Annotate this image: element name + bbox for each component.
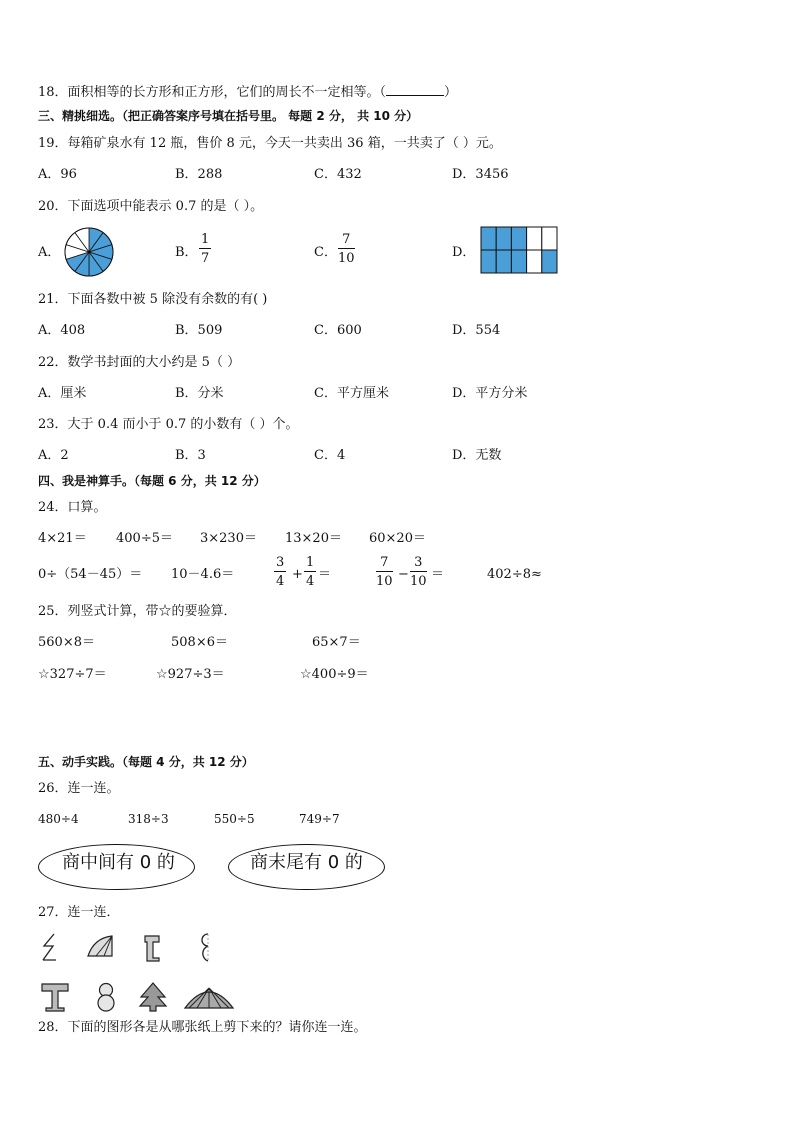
q23-option-c[interactable]: C．4 bbox=[314, 448, 346, 463]
q24-item-5: 60×20＝ bbox=[369, 531, 426, 546]
q19-option-a[interactable]: A．96 bbox=[38, 167, 77, 182]
q23-option-b[interactable]: B．3 bbox=[175, 448, 206, 463]
q25-item-2: 508×6＝ bbox=[171, 635, 228, 650]
section-5-heading: 五、动手实践。（每题 4 分，共 12 分） bbox=[38, 755, 254, 769]
grid-cell bbox=[481, 227, 496, 250]
lamp-icon[interactable] bbox=[40, 982, 70, 1012]
grid-cell bbox=[496, 227, 511, 250]
q25-item-1: 560×8＝ bbox=[38, 635, 95, 650]
q24-minus-sign: − bbox=[398, 567, 409, 582]
q20-stem: 20．下面选项中能表示 0.7 的是（ ）。 bbox=[38, 199, 264, 214]
q24-equals-1: ＝ bbox=[318, 567, 332, 582]
q22-option-a[interactable]: A．厘米 bbox=[38, 386, 87, 401]
grid-cell bbox=[527, 250, 542, 273]
q25-item-4: ☆327÷7＝ bbox=[38, 667, 107, 682]
q24-plus-sign: + bbox=[292, 567, 303, 582]
q26-item-3[interactable]: 550÷5 bbox=[214, 812, 255, 826]
q21-option-c[interactable]: C．600 bbox=[314, 323, 362, 338]
q24-frac-7-10: $\frac{7}{10}$ bbox=[376, 555, 393, 589]
grid-cell bbox=[511, 227, 526, 250]
q20-grid-figure bbox=[481, 227, 557, 273]
q26-item-4[interactable]: 749÷7 bbox=[299, 812, 340, 826]
pine-tree-icon[interactable] bbox=[138, 982, 168, 1012]
section-3-heading: 三、精挑细选。（把正确答案序号填在括号里。 每题 2 分， 共 10 分） bbox=[38, 109, 419, 123]
q20-option-d-label[interactable]: D． bbox=[452, 245, 476, 260]
q24-frac-1-4: $\frac{1}{4}$ bbox=[306, 555, 315, 589]
q22-stem: 22．数学书封面的大小约是 5（ ） bbox=[38, 355, 241, 370]
q24-stem: 24．口算。 bbox=[38, 500, 107, 515]
q20-option-c-label[interactable]: C． bbox=[314, 245, 337, 260]
q24-frac-3-4: $\frac{3}{4}$ bbox=[276, 555, 285, 589]
q26-item-1[interactable]: 480÷4 bbox=[38, 812, 79, 826]
q21-option-b[interactable]: B．509 bbox=[175, 323, 223, 338]
q26-stem: 26．连一连。 bbox=[38, 781, 120, 796]
q20-option-b-label[interactable]: B． bbox=[175, 245, 198, 260]
q18-answer-blank[interactable] bbox=[386, 84, 444, 96]
umbrella-icon[interactable] bbox=[183, 984, 235, 1012]
grid-cells bbox=[481, 227, 557, 273]
grid-cell bbox=[496, 250, 511, 273]
half-zigzag-icon[interactable] bbox=[40, 934, 60, 962]
q27-stem: 27．连一连． bbox=[38, 905, 120, 920]
grid-cell bbox=[481, 250, 496, 273]
q25-item-3: 65×7＝ bbox=[312, 635, 361, 650]
q24-item-6: 0÷（54－45）＝ bbox=[38, 567, 143, 582]
grid-cell bbox=[527, 227, 542, 250]
q19-option-d[interactable]: D．3456 bbox=[452, 167, 509, 182]
q22-option-b[interactable]: B．分米 bbox=[175, 386, 224, 401]
grid-cell bbox=[511, 250, 526, 273]
q23-option-d[interactable]: D．无数 bbox=[452, 448, 502, 463]
q26-ellipse-end-zero-label: 商末尾有 0 的 bbox=[250, 852, 363, 873]
q25-item-5: ☆927÷3＝ bbox=[156, 667, 225, 682]
q24-frac-3-10: $\frac{3}{10}$ bbox=[410, 555, 427, 589]
q24-item-8: 402÷8≈ bbox=[487, 567, 542, 582]
q23-option-a[interactable]: A．2 bbox=[38, 448, 69, 463]
half-snowman-icon[interactable] bbox=[196, 932, 212, 962]
q24-equals-2: ＝ bbox=[431, 567, 445, 582]
q25-item-6: ☆400÷9＝ bbox=[300, 667, 369, 682]
q26-item-2[interactable]: 318÷3 bbox=[128, 812, 169, 826]
q24-item-7: 10－4.6＝ bbox=[171, 567, 235, 582]
q24-item-2: 400÷5＝ bbox=[116, 531, 173, 546]
q21-stem: 21．下面各数中被 5 除没有余数的有( ) bbox=[38, 292, 268, 307]
q24-item-4: 13×20＝ bbox=[285, 531, 342, 546]
q20-fraction-c: $\frac{7}{10}$ bbox=[338, 232, 355, 266]
q19-option-b[interactable]: B．288 bbox=[175, 167, 223, 182]
q22-option-c[interactable]: C．平方厘米 bbox=[314, 386, 389, 401]
q21-option-a[interactable]: A．408 bbox=[38, 323, 86, 338]
q24-item-1: 4×21＝ bbox=[38, 531, 87, 546]
section-4-heading: 四、我是神算手。（每题 6 分，共 12 分） bbox=[38, 474, 266, 488]
q26-ellipse-middle-zero-label: 商中间有 0 的 bbox=[62, 852, 175, 873]
q20-option-a-label[interactable]: A． bbox=[38, 245, 61, 260]
q22-option-d[interactable]: D．平方分米 bbox=[452, 386, 528, 401]
q21-option-d[interactable]: D．554 bbox=[452, 323, 501, 338]
q19-stem: 19．每箱矿泉水有 12 瓶，售价 8 元，今天一共卖出 36 箱，一共卖了（ ）元。 bbox=[38, 136, 502, 151]
q24-item-3: 3×230＝ bbox=[200, 531, 257, 546]
q28-stem: 28．下面的图形各是从哪张纸上剪下来的？请你连一连。 bbox=[38, 1020, 367, 1035]
q20-fraction-b: $\frac{1}{7}$ bbox=[201, 232, 210, 266]
q20-pie-figure bbox=[64, 227, 114, 277]
half-lamp-icon[interactable] bbox=[143, 934, 163, 962]
q19-option-c[interactable]: C．432 bbox=[314, 167, 362, 182]
q25-stem: 25．列竖式计算，带☆的要验算． bbox=[38, 604, 237, 619]
q18-text: 18．面积相等的长方形和正方形，它们的周长不一定相等。（ ） bbox=[38, 85, 458, 100]
q23-stem: 23．大于 0.4 而小于 0.7 的小数有（ ）个。 bbox=[38, 417, 299, 432]
grid-cell bbox=[542, 250, 557, 273]
half-umbrella-icon[interactable] bbox=[86, 934, 114, 962]
grid-cell bbox=[542, 227, 557, 250]
snowman-icon[interactable] bbox=[93, 982, 119, 1012]
